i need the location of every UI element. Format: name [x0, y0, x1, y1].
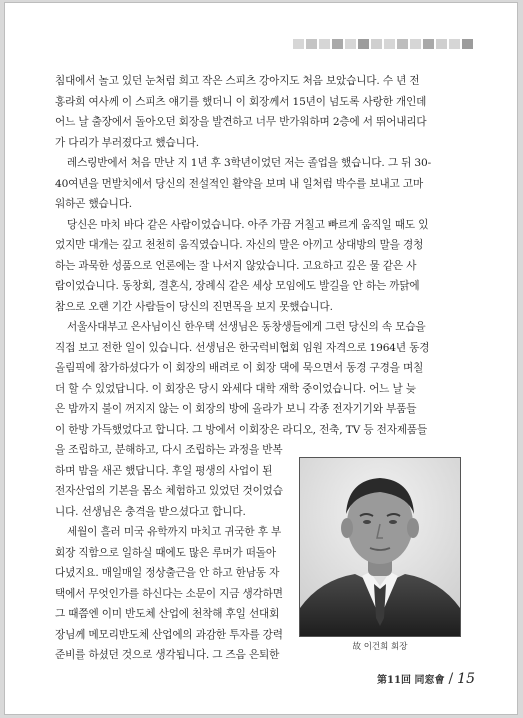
portrait-image	[300, 458, 460, 636]
text-line: 침대에서 놀고 있던 눈처럼 희고 작은 스피츠 강아지도 처음 보았습니다. 수 년 전	[55, 75, 420, 87]
decoration-block	[423, 39, 434, 49]
text-line: 서울사대부고 은사님이신 한우택 선생님은 동창생들에게 그런 당신의 속 모습을	[67, 321, 426, 333]
text-line: 더 할 수 있었답니다. 이 회장은 당시 와세다 대학 재학 중이었습니다. 어느 날 늦	[55, 382, 416, 395]
text-line: 었지만 대개는 깊고 천천히 움직였습니다. 자신의 말은 아끼고 상대방의 말을 경청	[55, 239, 424, 251]
page-number: 15	[457, 671, 475, 687]
text-line: 홍라희 여사께 이 스피츠 얘기를 했더니 이 회장께서 15년이 넘도록 사랑한 개인데	[55, 95, 427, 108]
photo-caption: 故 이건희 회장	[352, 642, 408, 652]
text-line: 직접 보고 전한 일이 있습니다. 선생님은 한국럭비협회 임원 자격으로 1964년 동경	[55, 341, 430, 354]
text-line: 하며 밤을 새곤 했답니다. 후일 평생의 사업이 된	[55, 464, 273, 477]
decoration-block	[371, 39, 382, 49]
decoration-block	[397, 39, 408, 49]
text-line: 워하곤 했습니다.	[55, 198, 133, 210]
text-line: 세월이 흘러 미국 유학까지 마치고 귀국한 후 부	[67, 526, 282, 538]
text-line: 하는 과묵한 성품으로 언론에는 잘 나서지 않았습니다. 고요하고 깊은 물 같은 사	[55, 259, 417, 272]
text-line: 니다. 선생님은 충격을 받으셨다고 합니다.	[55, 505, 246, 518]
decoration-block	[345, 39, 356, 49]
document-page	[4, 2, 518, 715]
decoration-block	[306, 39, 317, 49]
decoration-block	[293, 39, 304, 49]
decoration-block	[436, 39, 447, 49]
decoration-block	[462, 39, 473, 49]
text-line: 준비를 하셨던 것으로 생각됩니다. 그 즈음 은퇴한	[55, 649, 280, 661]
portrait-figure	[299, 457, 461, 652]
text-line: 그 때쯤엔 이미 반도체 산업에 천착해 후일 선대회	[55, 608, 280, 620]
text-line: 40여년을 먼발치에서 당신의 전설적인 활약을 보며 내 일처럼 박수를 보내고 고마	[55, 177, 424, 190]
paragraph	[55, 153, 471, 215]
decoration-block	[384, 39, 395, 49]
text-line: 전자산업의 기본을 몸소 체험하고 있었던 것이었습	[55, 485, 283, 497]
text-line: 레스링반에서 처음 만난 지 1년 후 3학년이었던 저는 졸업을 했습니다. 그 뒤 30-	[67, 157, 432, 169]
text-line: 이 한방 가득했었다고 합니다. 그 방에서 이회장은 라디오, 전축, TV 등 전자제품들	[55, 423, 428, 436]
slash-glyph: /	[448, 671, 454, 687]
header-decoration-bar	[293, 39, 473, 49]
text-line: 당신은 마치 바다 같은 사람이었습니다. 아주 가끔 거칠고 빠르게 움직일 때도 있	[67, 218, 429, 231]
decoration-block	[410, 39, 421, 49]
portrait-photo	[299, 457, 461, 637]
paragraph	[55, 215, 471, 318]
decoration-block	[449, 39, 460, 49]
decoration-block	[319, 39, 330, 49]
text-line: 택에서 무엇인가를 하신다는 소문이 지금 생각하면	[55, 587, 283, 600]
text-line: 회장 직함으로 일하실 때에도 많은 루머가 떠돌아	[55, 546, 276, 559]
text-line: 참으로 오랜 기간 사람들이 당신의 진면목을 보지 못했습니다.	[55, 300, 333, 313]
text-line: 람이었습니다. 동창회, 결혼식, 장례식 같은 세상 모임에도 발길을 안 하는 까닭에	[55, 280, 420, 292]
paragraph	[55, 71, 471, 153]
text-line: 어느 날 출장에서 돌아오던 회장을 발견하고 너무 반가워하며 2층에 서 뛰어내리다	[55, 116, 427, 128]
text-line: 가 다리가 부러졌다고 했습니다.	[55, 136, 199, 149]
decoration-block	[332, 39, 343, 49]
text-line: 올림픽에 참가하셨다가 이 회장의 배려로 이 회장 댁에 묵으면서 동경 구경을 며칠	[55, 362, 424, 374]
text-line: 다녔지요. 매일매일 정상출근을 안 하고 한남동 자	[55, 567, 280, 579]
page-footer	[377, 671, 475, 687]
text-line: 은 밤까지 불이 꺼지지 않는 이 회장의 방에 올라가 보니 각종 전자기기와 부품들	[55, 403, 417, 415]
publication-name: 第11回 同窓會	[377, 675, 445, 686]
text-line: 을 조립하고, 분해하고, 다시 조립하는 과정을 반복	[55, 444, 283, 456]
text-line: 장님께 메모리반도체 산업에의 과감한 투자를 강력	[55, 628, 283, 641]
decoration-block	[358, 39, 369, 49]
